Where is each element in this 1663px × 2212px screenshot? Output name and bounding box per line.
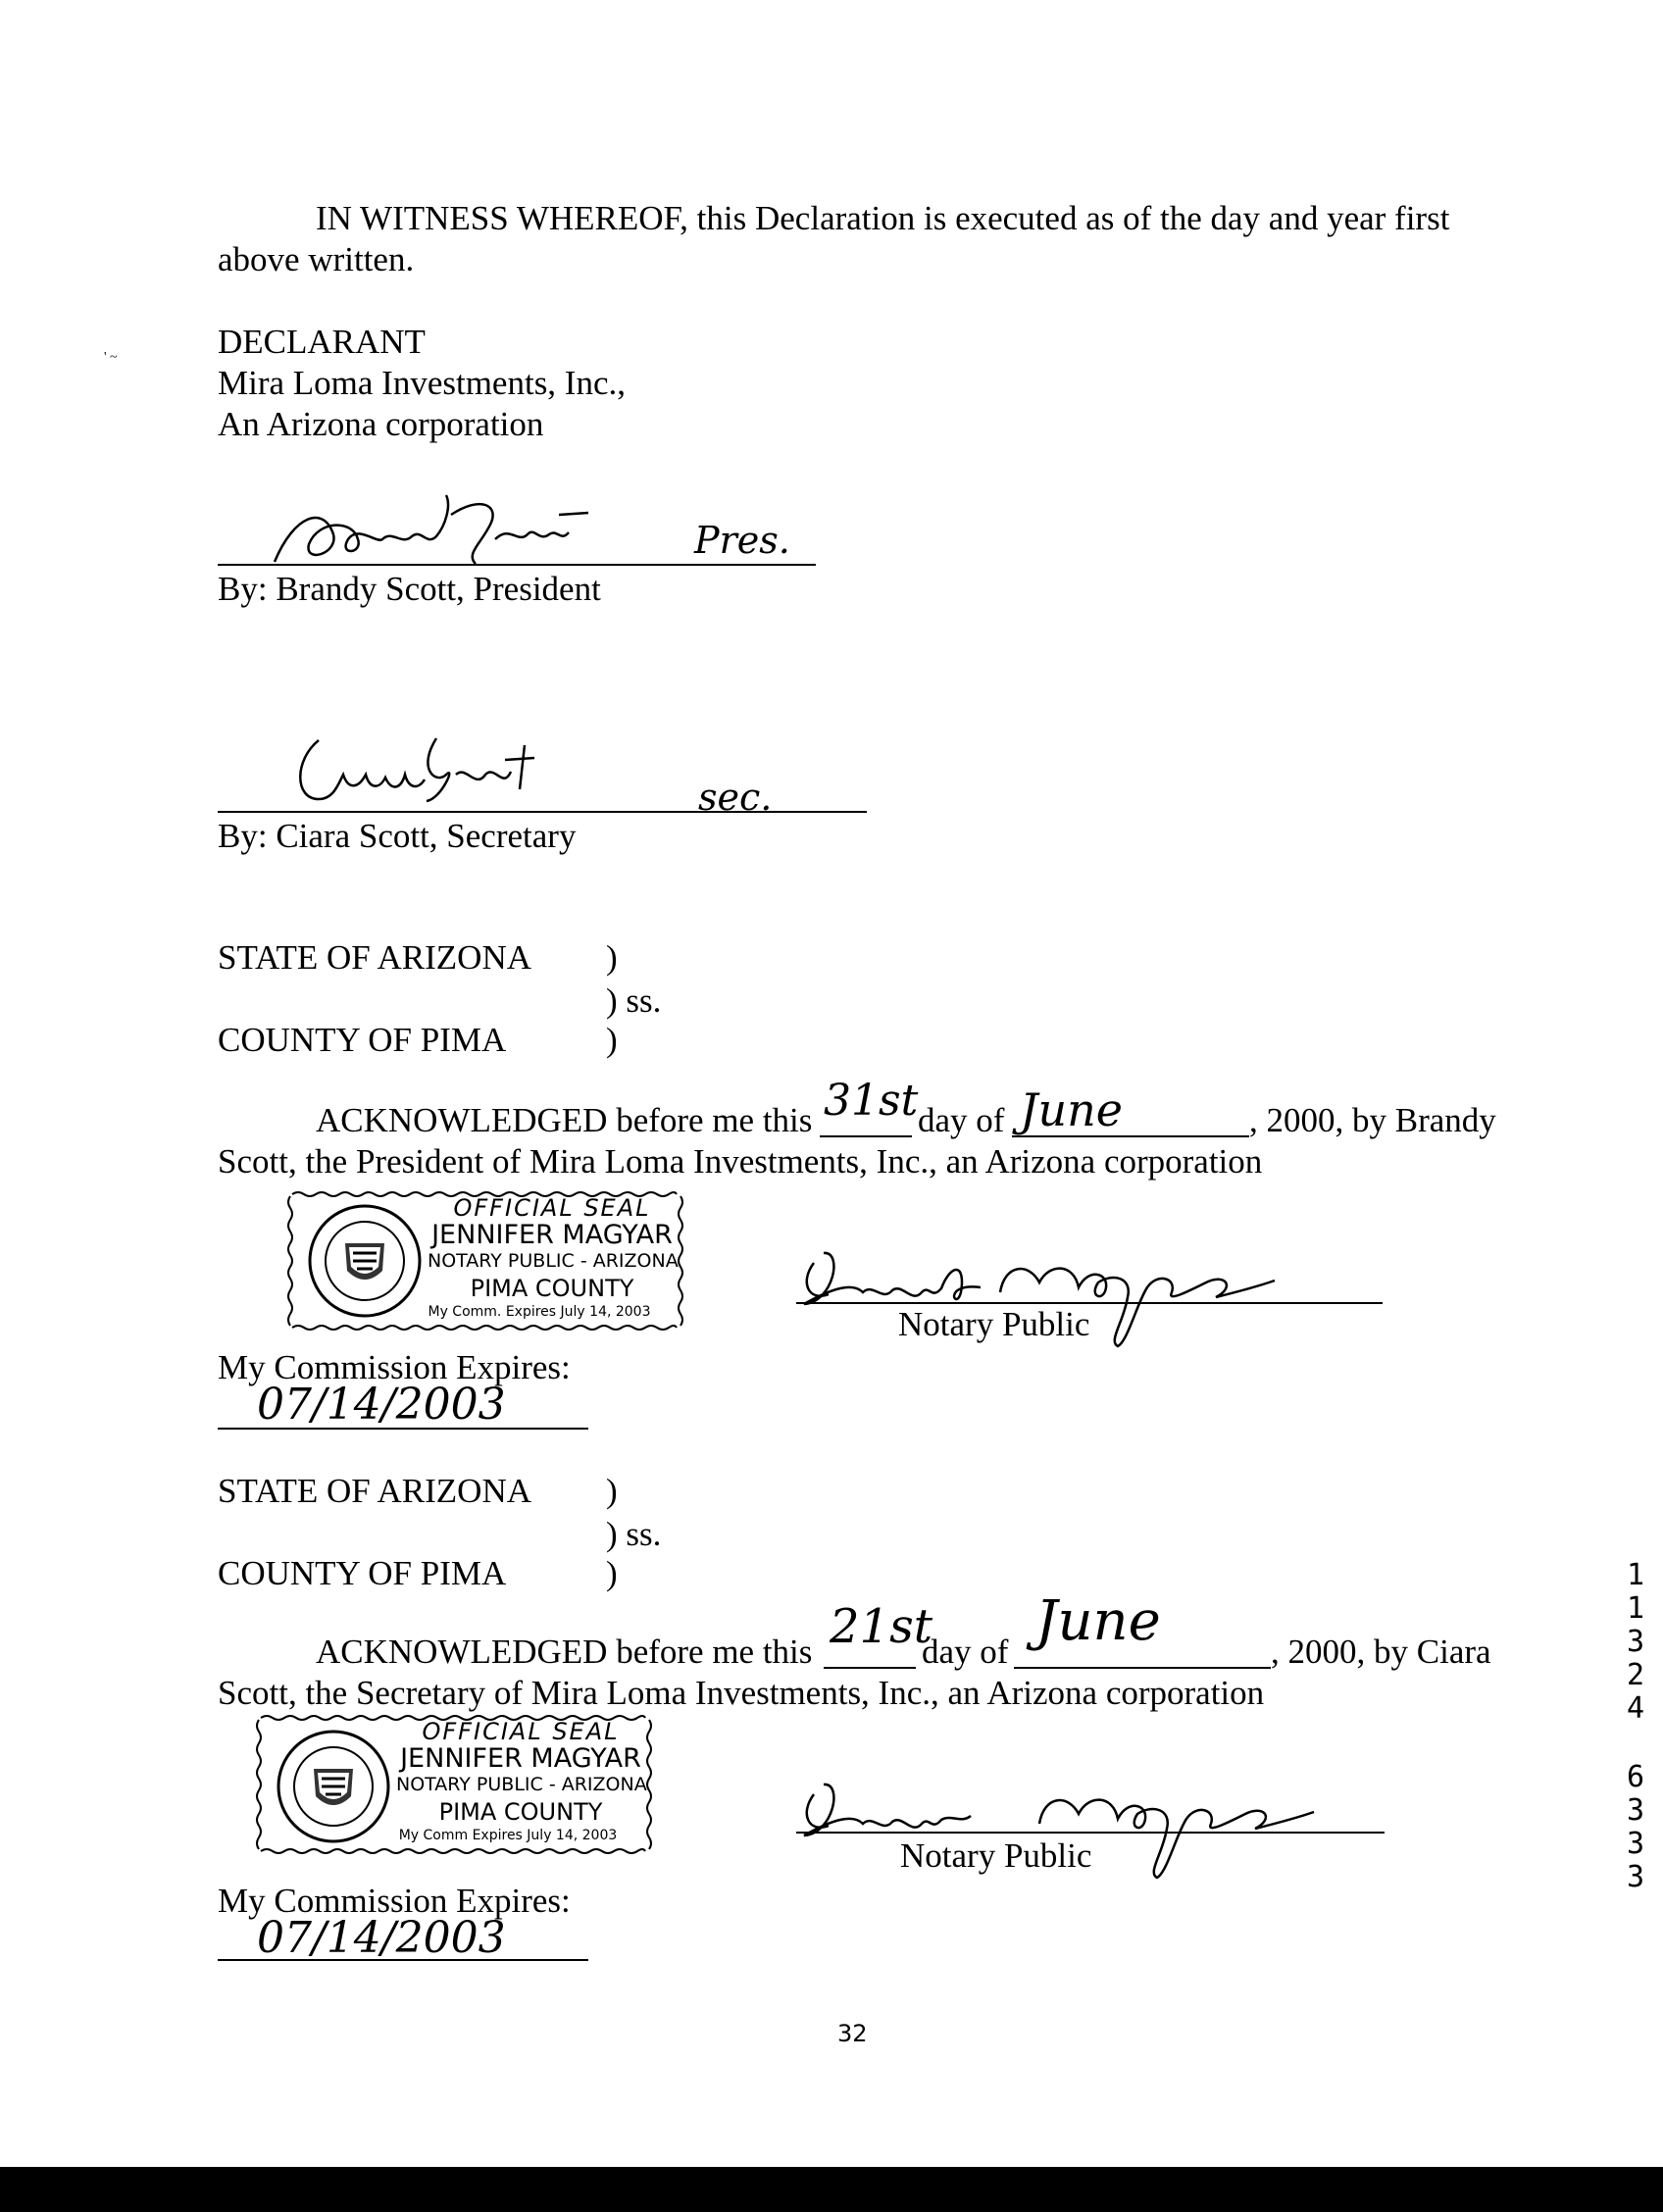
ack-2-month: June xyxy=(1035,1589,1161,1653)
ack-1-text-after-month: , 2000, by Brandy xyxy=(1249,1101,1496,1139)
signature-1-title-note: Pres. xyxy=(694,519,790,562)
bates-digit: 1 xyxy=(1626,1591,1645,1626)
bates-number-1 xyxy=(1624,1558,1647,1728)
ack-1-day-of: day of xyxy=(918,1101,1005,1139)
ack-1-day-line xyxy=(820,1135,912,1137)
ciara-scott-signature xyxy=(289,730,613,809)
bates-digit: 1 xyxy=(1626,1558,1645,1592)
seal-2-line-2: JENNIFER MAGYAR xyxy=(400,1743,641,1774)
seal-2-line-4: PIMA COUNTY xyxy=(438,1798,603,1826)
notary-2-label: Notary Public xyxy=(900,1836,1092,1875)
venue-1-county: COUNTY OF PIMA xyxy=(218,1021,507,1059)
ack-2-month-line xyxy=(1014,1667,1271,1669)
declarant-company: Mira Loma Investments, Inc., xyxy=(218,364,627,402)
commission-2-label: My Commission Expires: xyxy=(218,1882,571,1920)
bates-digit: 3 xyxy=(1626,1827,1645,1861)
venue-1-paren-bottom: ) xyxy=(606,1021,618,1059)
ack-2-text-before-day: ACKNOWLEDGED before me this xyxy=(316,1633,813,1671)
ack-2-day-of: day of xyxy=(922,1633,1009,1671)
bates-digit: 4 xyxy=(1626,1691,1645,1726)
ack-1-line-2: Scott, the President of Mira Loma Investments, Inc., an Arizona corporation xyxy=(218,1142,1263,1181)
ack-1-month: June xyxy=(1020,1083,1123,1136)
ack-1-month-line xyxy=(1012,1135,1249,1137)
witness-line-2: above written. xyxy=(218,240,415,278)
declarant-heading: DECLARANT xyxy=(218,323,426,361)
ack-2-text-after-month: , 2000, by Ciara xyxy=(1271,1633,1491,1671)
ack-1-text-before-day: ACKNOWLEDGED before me this xyxy=(316,1101,813,1139)
bates-digit: 3 xyxy=(1626,1860,1645,1894)
commission-1-date: 07/14/2003 xyxy=(257,1380,506,1430)
declarant-description: An Arizona corporation xyxy=(218,405,544,443)
ack-2-line-2: Scott, the Secretary of Mira Loma Investments, Inc., an Arizona corporation xyxy=(218,1674,1265,1712)
venue-2-ss: ) ss. xyxy=(606,1515,662,1553)
venue-2-county: COUNTY OF PIMA xyxy=(218,1554,507,1592)
seal-1-line-2: JENNIFER MAGYAR xyxy=(431,1220,673,1250)
signature-2-title-note: sec. xyxy=(698,776,773,819)
ack-1-day: 31st xyxy=(824,1076,919,1126)
signature-2-by-label: By: Ciara Scott, Secretary xyxy=(218,817,577,855)
seal-2-line-3: NOTARY PUBLIC - ARIZONA xyxy=(396,1774,647,1795)
signature-2-line xyxy=(218,811,867,813)
stray-mark: ' ~ xyxy=(104,350,118,365)
commission-2-date: 07/14/2003 xyxy=(257,1913,506,1963)
bates-digit: 2 xyxy=(1626,1658,1645,1692)
notary-2-line xyxy=(796,1832,1385,1834)
seal-1-line-5: My Comm. Expires July 14, 2003 xyxy=(428,1304,651,1320)
venue-2-state: STATE OF ARIZONA xyxy=(218,1472,531,1510)
venue-1-ss: ) ss. xyxy=(606,981,662,1020)
commission-1-line xyxy=(218,1428,588,1430)
notary-1-label: Notary Public xyxy=(898,1305,1090,1343)
seal-2-line-1: OFFICIAL SEAL xyxy=(422,1718,620,1745)
commission-2-line xyxy=(218,1959,588,1961)
bates-digit: 3 xyxy=(1626,1793,1645,1828)
page-number: 32 xyxy=(837,2020,868,2047)
bates-digit: 3 xyxy=(1626,1625,1645,1659)
seal-1-line-1: OFFICIAL SEAL xyxy=(453,1194,651,1222)
venue-2-paren-top: ) xyxy=(606,1472,618,1510)
official-seal-2 xyxy=(253,1712,655,1857)
official-seal-1 xyxy=(284,1188,686,1333)
signature-1-by-label: By: Brandy Scott, President xyxy=(218,570,601,608)
venue-2-paren-bottom: ) xyxy=(606,1554,618,1592)
commission-1-label: My Commission Expires: xyxy=(218,1348,571,1386)
witness-line-1: IN WITNESS WHEREOF, this Declaration is executed as of the day and year first xyxy=(316,199,1450,237)
venue-1-paren-top: ) xyxy=(606,938,618,977)
seal-1-line-3: NOTARY PUBLIC - ARIZONA xyxy=(428,1250,679,1272)
brandy-scott-signature xyxy=(265,485,667,574)
notary-1-signature xyxy=(794,1243,1402,1351)
ack-2-day: 21st xyxy=(830,1599,932,1654)
venue-1-state: STATE OF ARIZONA xyxy=(218,938,531,977)
seal-1-line-4: PIMA COUNTY xyxy=(470,1275,634,1302)
bates-number-2 xyxy=(1624,1760,1647,1896)
signature-1-line xyxy=(218,564,816,566)
bates-digit: 6 xyxy=(1626,1760,1645,1794)
ack-2-day-line xyxy=(824,1667,916,1669)
seal-2-line-5: My Comm Expires July 14, 2003 xyxy=(398,1828,618,1843)
